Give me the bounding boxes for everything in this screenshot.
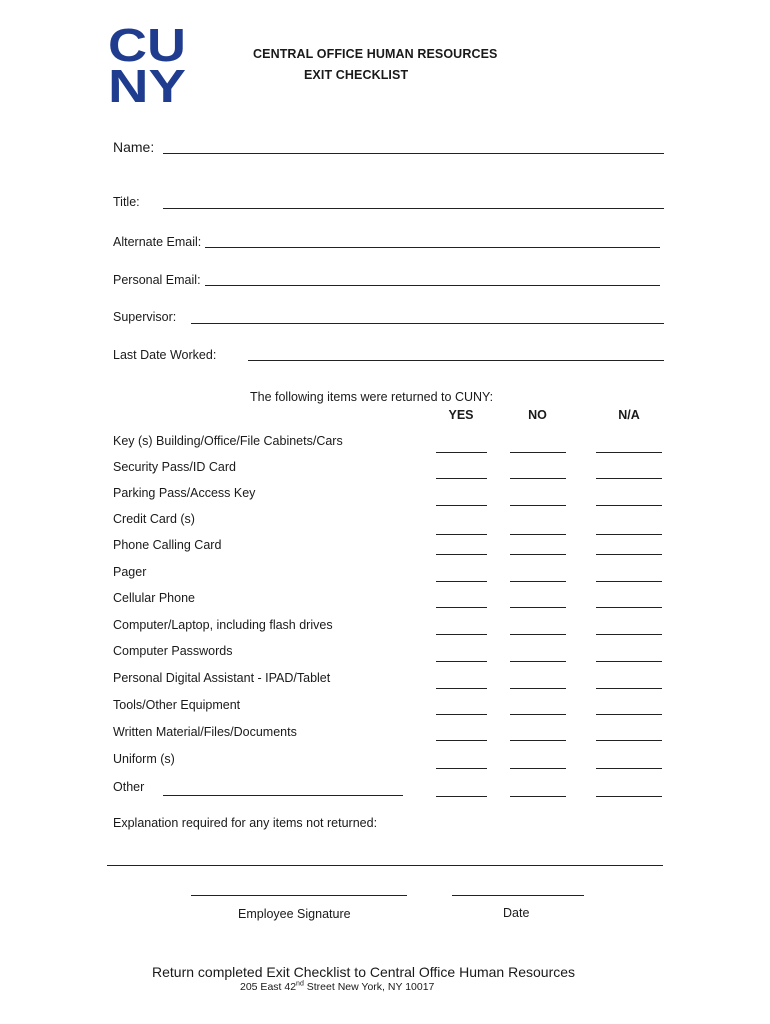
no-line[interactable] xyxy=(510,505,566,506)
address-part: Street New York, NY 10017 xyxy=(303,981,435,993)
item-label: Pager xyxy=(113,565,147,579)
name-label: Name: xyxy=(113,139,155,155)
no-line[interactable] xyxy=(510,534,566,535)
alternate-email-field[interactable] xyxy=(205,247,660,248)
na-line[interactable] xyxy=(596,688,662,689)
title-label: Title: xyxy=(113,195,140,209)
column-no: NO xyxy=(528,408,547,422)
na-line[interactable] xyxy=(596,768,662,769)
document-title: EXIT CHECKLIST xyxy=(304,68,409,82)
no-line[interactable] xyxy=(510,581,566,582)
item-label: Personal Digital Assistant - IPAD/Tablet xyxy=(113,671,331,685)
logo-text-top: CU xyxy=(108,24,186,71)
item-label: Phone Calling Card xyxy=(113,538,222,552)
footer-return-text: Return completed Exit Checklist to Central Office Human Resources xyxy=(152,964,576,980)
yes-line[interactable] xyxy=(436,634,487,635)
item-label: Key (s) Building/Office/File Cabinets/Cars xyxy=(113,434,343,448)
item-label: Computer/Laptop, including flash drives xyxy=(113,618,333,632)
item-label: Other xyxy=(113,780,145,794)
yes-line[interactable] xyxy=(436,581,487,582)
yes-line[interactable] xyxy=(436,554,487,555)
yes-line[interactable] xyxy=(436,534,487,535)
yes-line[interactable] xyxy=(436,768,487,769)
address-part: 205 East 42 xyxy=(240,981,297,993)
yes-line[interactable] xyxy=(436,661,487,662)
date-field[interactable] xyxy=(452,895,584,896)
date-label: Date xyxy=(503,906,530,920)
yes-line[interactable] xyxy=(436,688,487,689)
no-line[interactable] xyxy=(510,478,566,479)
item-label: Uniform (s) xyxy=(113,752,175,766)
na-line[interactable] xyxy=(596,740,662,741)
returned-intro: The following items were returned to CUNY: xyxy=(250,390,494,404)
na-line[interactable] xyxy=(596,714,662,715)
item-label: Tools/Other Equipment xyxy=(113,698,241,712)
na-line[interactable] xyxy=(596,661,662,662)
no-line[interactable] xyxy=(510,714,566,715)
no-line[interactable] xyxy=(510,768,566,769)
personal-email-field[interactable] xyxy=(205,285,660,286)
no-line[interactable] xyxy=(510,740,566,741)
last-date-label: Last Date Worked: xyxy=(113,348,217,362)
no-line[interactable] xyxy=(510,796,566,797)
logo-text-bottom: NY xyxy=(108,60,186,104)
no-line[interactable] xyxy=(510,688,566,689)
personal-email-label: Personal Email: xyxy=(113,273,201,287)
supervisor-label: Supervisor: xyxy=(113,310,177,324)
employee-signature-label: Employee Signature xyxy=(238,907,351,921)
na-line[interactable] xyxy=(596,505,662,506)
column-na: N/A xyxy=(618,408,640,422)
na-line[interactable] xyxy=(596,607,662,608)
na-line[interactable] xyxy=(596,452,662,453)
name-field[interactable] xyxy=(163,153,664,154)
yes-line[interactable] xyxy=(436,505,487,506)
item-label: Written Material/Files/Documents xyxy=(113,725,297,739)
item-label: Parking Pass/Access Key xyxy=(113,486,256,500)
header-line-1: CENTRAL OFFICE HUMAN RESOURCES xyxy=(253,47,498,61)
column-yes: YES xyxy=(448,408,474,422)
na-line[interactable] xyxy=(596,634,662,635)
footer-address xyxy=(240,981,434,993)
cuny-logo xyxy=(108,24,186,104)
item-label: Computer Passwords xyxy=(113,644,233,658)
na-line[interactable] xyxy=(596,534,662,535)
yes-line[interactable] xyxy=(436,714,487,715)
yes-line[interactable] xyxy=(436,452,487,453)
item-label: Credit Card (s) xyxy=(113,512,195,526)
employee-signature-field[interactable] xyxy=(191,895,407,896)
na-line[interactable] xyxy=(596,581,662,582)
explanation-field[interactable] xyxy=(107,865,663,866)
yes-line[interactable] xyxy=(436,740,487,741)
yes-line[interactable] xyxy=(436,478,487,479)
na-line[interactable] xyxy=(596,554,662,555)
na-line[interactable] xyxy=(596,478,662,479)
item-label: Cellular Phone xyxy=(113,591,195,605)
na-line[interactable] xyxy=(596,796,662,797)
no-line[interactable] xyxy=(510,661,566,662)
yes-line[interactable] xyxy=(436,607,487,608)
yes-line[interactable] xyxy=(436,796,487,797)
last-date-field[interactable] xyxy=(248,360,664,361)
no-line[interactable] xyxy=(510,634,566,635)
title-field[interactable] xyxy=(163,208,664,209)
explanation-label: Explanation required for any items not returned: xyxy=(113,816,378,830)
item-label: Security Pass/ID Card xyxy=(113,460,236,474)
alternate-email-label: Alternate Email: xyxy=(113,235,202,249)
other-description-field[interactable] xyxy=(163,795,403,796)
supervisor-field[interactable] xyxy=(191,323,664,324)
no-line[interactable] xyxy=(510,452,566,453)
no-line[interactable] xyxy=(510,607,566,608)
no-line[interactable] xyxy=(510,554,566,555)
address-ordinal: nd xyxy=(296,980,304,988)
